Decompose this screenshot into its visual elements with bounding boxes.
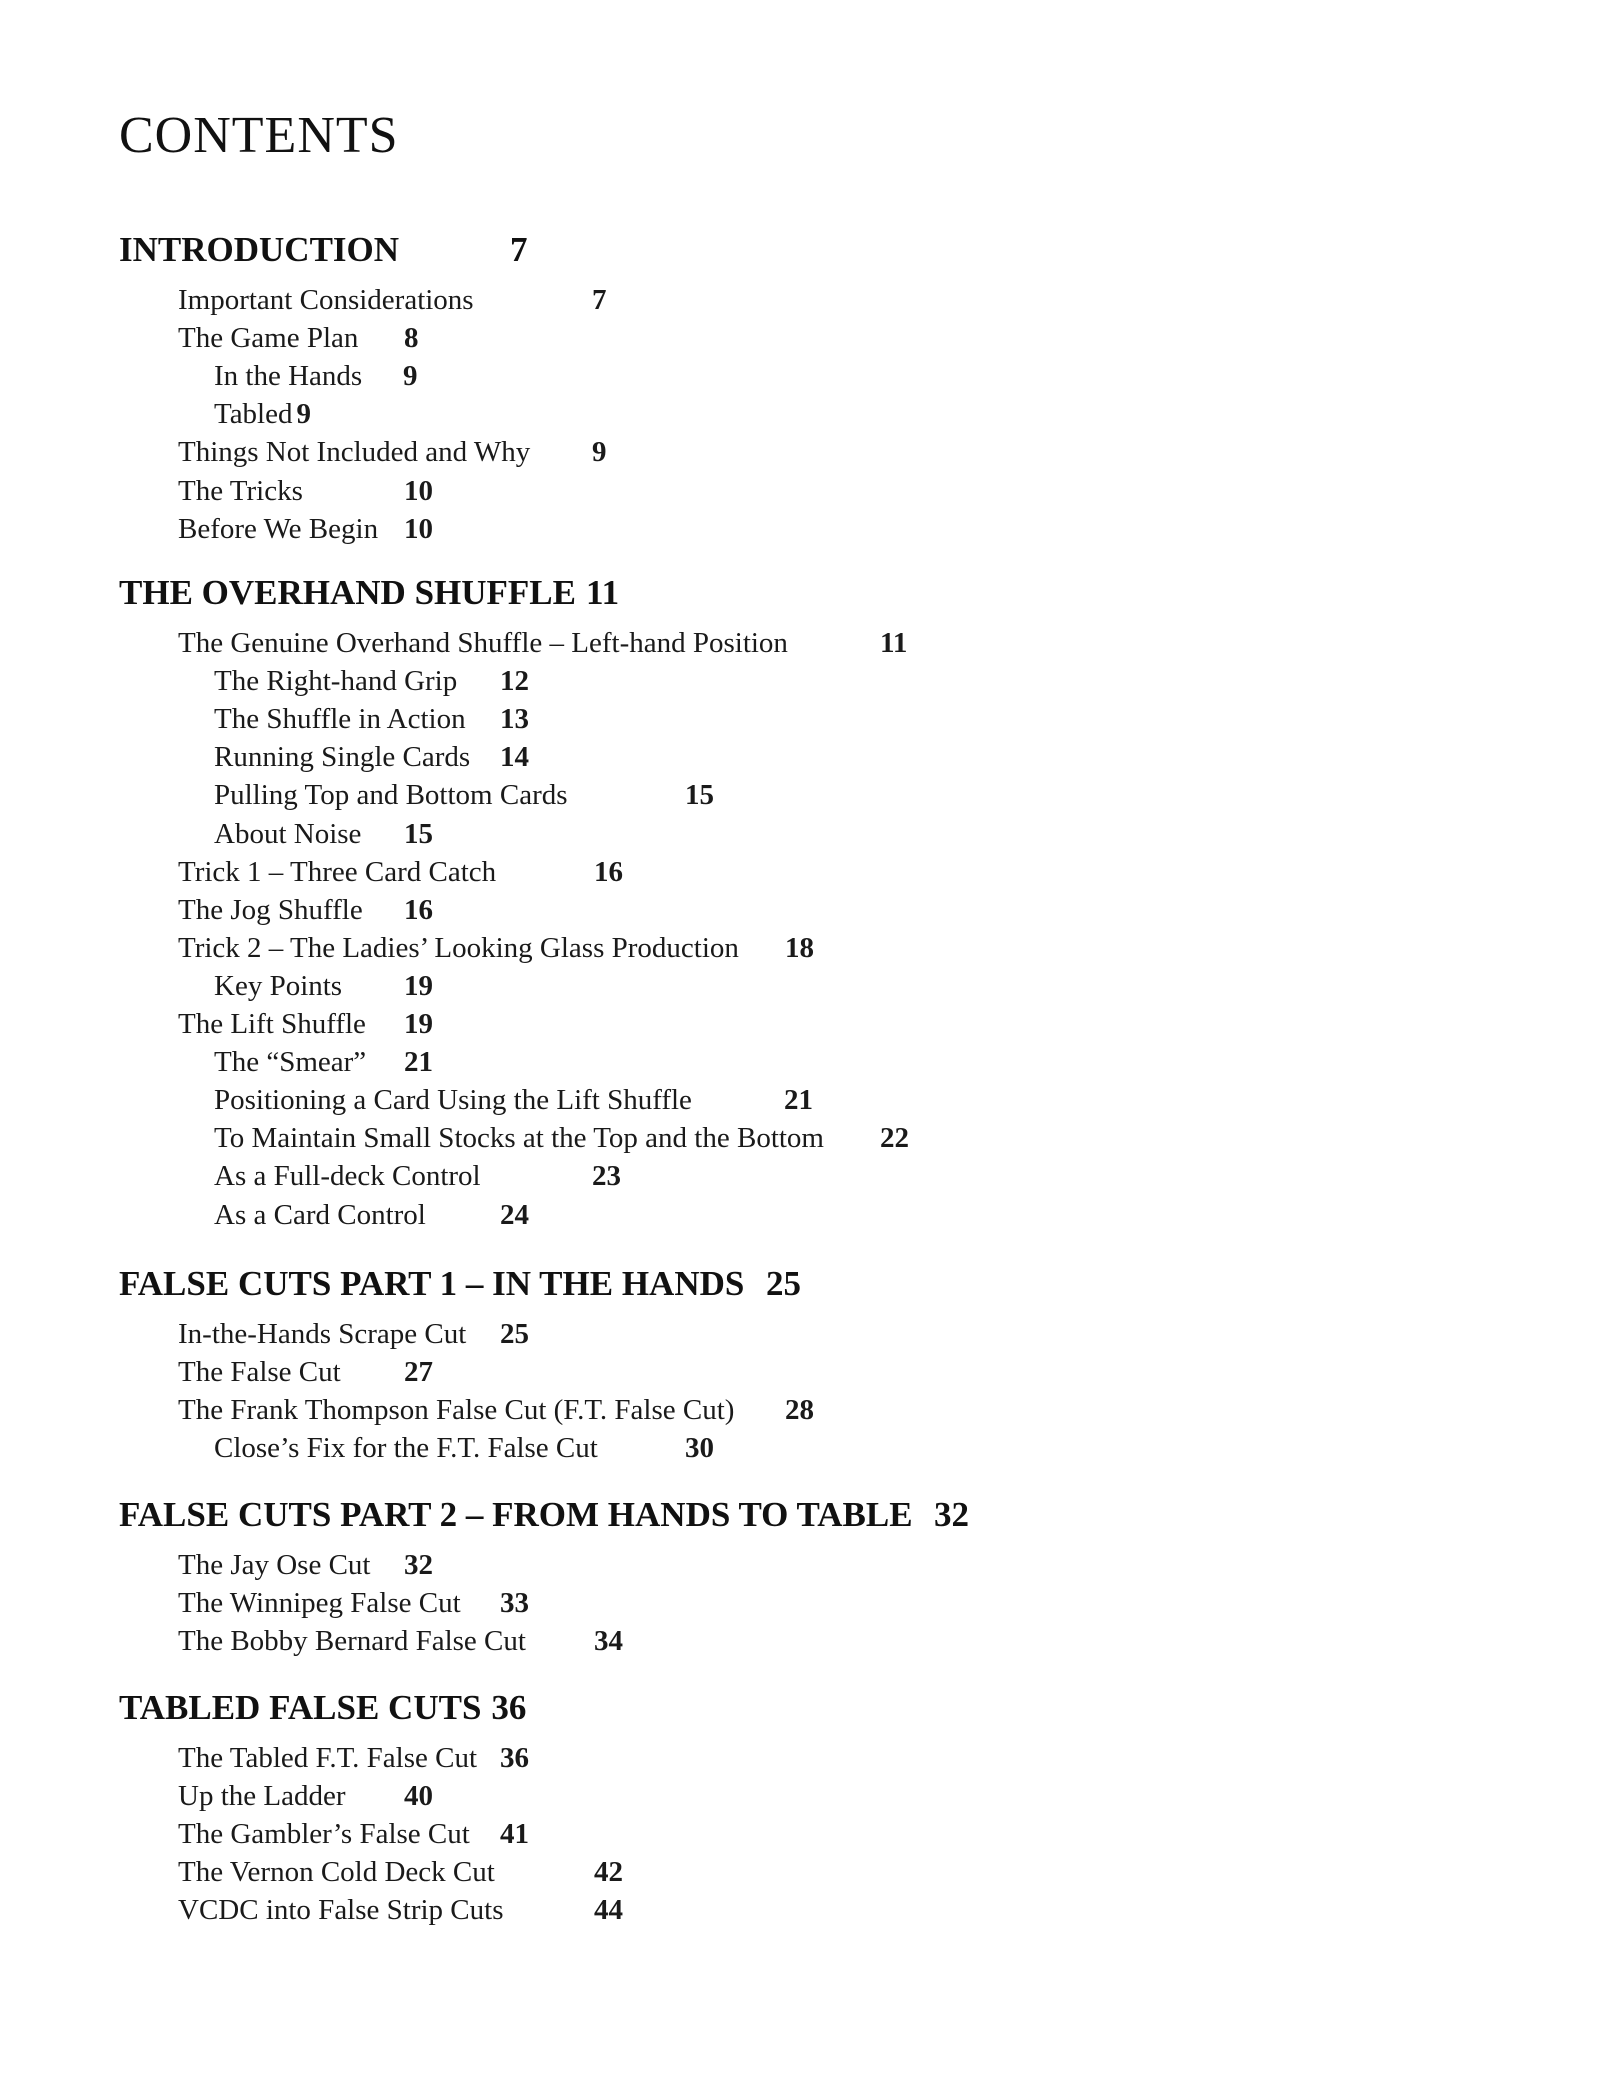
entry-title: The Tricks <box>178 474 303 507</box>
entry-title: The Right-hand Grip <box>214 665 458 698</box>
section-page-number: 11 <box>586 573 620 612</box>
toc-entry <box>178 624 907 662</box>
entry-page-number: 15 <box>685 779 714 812</box>
entry-title: The Vernon Cold Deck Cut <box>178 1856 495 1889</box>
page-title: CONTENTS <box>119 107 399 164</box>
section-page-number: 25 <box>766 1264 801 1303</box>
entry-title: Up the Ladder <box>178 1780 346 1813</box>
toc-entry <box>214 1429 714 1467</box>
entry-title: Running Single Cards <box>214 741 471 774</box>
entry-title: The False Cut <box>178 1356 341 1389</box>
section-title: THE OVERHAND SHUFFLE <box>119 573 576 612</box>
toc-entry <box>178 1853 623 1891</box>
entry-title: The Game Plan <box>178 322 359 355</box>
entry-title: In the Hands <box>214 360 363 393</box>
entry-page-number: 24 <box>500 1198 529 1231</box>
toc-entry <box>178 1891 623 1929</box>
section-page-number: 36 <box>491 1688 527 1727</box>
entry-page-number: 22 <box>880 1122 909 1155</box>
entry-title: The Tabled F.T. False Cut <box>178 1742 478 1774</box>
entry-page-number: 7 <box>592 284 607 316</box>
entry-title: VCDC into False Strip Cuts <box>178 1894 504 1927</box>
toc-section-heading <box>119 1686 526 1730</box>
entry-title: Key Points <box>214 969 343 1002</box>
entry-page-number: 9 <box>403 360 418 393</box>
entry-page-number: 8 <box>404 322 419 355</box>
entry-page-number: 15 <box>404 817 433 850</box>
toc-entry <box>178 433 607 471</box>
toc-entry <box>178 319 419 357</box>
entry-title: The Gambler’s False Cut <box>178 1818 470 1851</box>
entry-title: As a Card Control <box>214 1198 426 1231</box>
entry-title: Things Not Included and Why <box>178 436 531 469</box>
entry-title: Before We Begin <box>178 512 379 545</box>
toc-entry <box>178 1584 529 1622</box>
entry-title: The Frank Thompson False Cut (F.T. False Cut) <box>178 1394 735 1427</box>
entry-title: The Shuffle in Action <box>214 703 466 736</box>
entry-title: The Jog Shuffle <box>178 893 363 926</box>
section-page-number: 7 <box>510 230 528 269</box>
entry-title: As a Full-deck Control <box>214 1160 481 1193</box>
toc-entry <box>178 1353 433 1391</box>
toc-section-heading <box>119 1262 801 1306</box>
entry-title: Important Considerations <box>178 284 474 316</box>
entry-title: Close’s Fix for the F.T. False Cut <box>214 1432 598 1465</box>
entry-page-number: 14 <box>500 741 529 774</box>
section-title: INTRODUCTION <box>119 230 400 269</box>
entry-page-number: 11 <box>880 627 908 659</box>
toc-entry <box>178 891 433 929</box>
toc-section-heading <box>119 1493 969 1537</box>
entry-page-number: 36 <box>500 1742 529 1774</box>
toc-entry <box>214 1043 433 1081</box>
entry-page-number: 32 <box>404 1549 433 1581</box>
toc-entry <box>214 738 529 776</box>
entry-title: The Winnipeg False Cut <box>178 1587 461 1620</box>
toc-entry <box>178 1546 433 1584</box>
entry-page-number: 10 <box>404 474 433 507</box>
toc-entry <box>214 1196 529 1234</box>
entry-page-number: 44 <box>594 1894 623 1927</box>
entry-title: The “Smear” <box>214 1046 367 1079</box>
entry-page-number: 34 <box>594 1625 623 1658</box>
toc-section-heading <box>119 228 528 272</box>
entry-title: Tabled <box>214 398 293 431</box>
entry-page-number: 12 <box>500 665 529 698</box>
toc-entry <box>178 472 433 510</box>
section-title: TABLED FALSE CUTS <box>119 1688 482 1727</box>
toc-entry <box>214 1081 813 1119</box>
entry-page-number: 9 <box>592 436 607 469</box>
toc-entry <box>214 1157 621 1195</box>
entry-title: About Noise <box>214 817 362 850</box>
section-title: FALSE CUTS PART 1 – IN THE HANDS <box>119 1264 745 1303</box>
toc-entry <box>178 1622 623 1660</box>
toc-entry <box>178 1739 529 1777</box>
toc-entry <box>214 967 433 1005</box>
entry-page-number: 27 <box>404 1356 433 1389</box>
toc-entry <box>178 510 433 548</box>
toc-entry <box>214 357 418 395</box>
entry-page-number: 16 <box>404 893 433 926</box>
entry-title: Trick 2 – The Ladies’ Looking Glass Production <box>178 931 739 964</box>
entry-page-number: 30 <box>685 1432 714 1465</box>
toc-entry <box>214 395 311 433</box>
toc-entry <box>178 1391 814 1429</box>
toc-entry <box>214 1119 909 1157</box>
entry-page-number: 13 <box>500 703 529 736</box>
entry-page-number: 40 <box>404 1780 433 1813</box>
toc-entry <box>214 815 433 853</box>
toc-entry <box>214 662 529 700</box>
toc-section-heading <box>119 571 619 615</box>
toc-entry <box>178 929 814 967</box>
entry-page-number: 25 <box>500 1318 529 1350</box>
entry-page-number: 19 <box>404 969 433 1002</box>
entry-page-number: 21 <box>404 1046 433 1079</box>
entry-page-number: 33 <box>500 1587 529 1620</box>
toc-entry <box>178 1005 433 1043</box>
entry-title: The Jay Ose Cut <box>178 1549 371 1581</box>
entry-title: The Bobby Bernard False Cut <box>178 1625 526 1658</box>
entry-page-number: 42 <box>594 1856 623 1889</box>
entry-title: Pulling Top and Bottom Cards <box>214 779 568 812</box>
entry-page-number: 28 <box>785 1394 814 1427</box>
section-page-number: 32 <box>934 1495 969 1534</box>
toc-entry <box>178 853 623 891</box>
toc-entry <box>178 1777 433 1815</box>
entry-page-number: 41 <box>500 1818 529 1851</box>
entry-page-number: 9 <box>296 398 311 431</box>
toc-entry <box>178 1315 529 1353</box>
section-title: FALSE CUTS PART 2 – FROM HANDS TO TABLE <box>119 1495 913 1534</box>
entry-title: To Maintain Small Stocks at the Top and the Bottom <box>214 1122 824 1155</box>
entry-page-number: 19 <box>404 1008 433 1040</box>
entry-page-number: 16 <box>594 855 623 888</box>
toc-entry <box>214 700 529 738</box>
entry-page-number: 23 <box>592 1160 621 1193</box>
entry-title: In-the-Hands Scrape Cut <box>178 1318 467 1350</box>
toc-entry <box>178 281 607 319</box>
entry-title: Trick 1 – Three Card Catch <box>178 855 497 888</box>
entry-title: Positioning a Card Using the Lift Shuffle <box>214 1084 692 1117</box>
toc-entry <box>214 776 714 814</box>
entry-page-number: 18 <box>785 931 814 964</box>
entry-page-number: 10 <box>404 512 433 545</box>
toc-entry <box>178 1815 529 1853</box>
entry-page-number: 21 <box>784 1084 813 1117</box>
entry-title: The Lift Shuffle <box>178 1008 366 1040</box>
entry-title: The Genuine Overhand Shuffle – Left-hand Position <box>178 627 788 659</box>
